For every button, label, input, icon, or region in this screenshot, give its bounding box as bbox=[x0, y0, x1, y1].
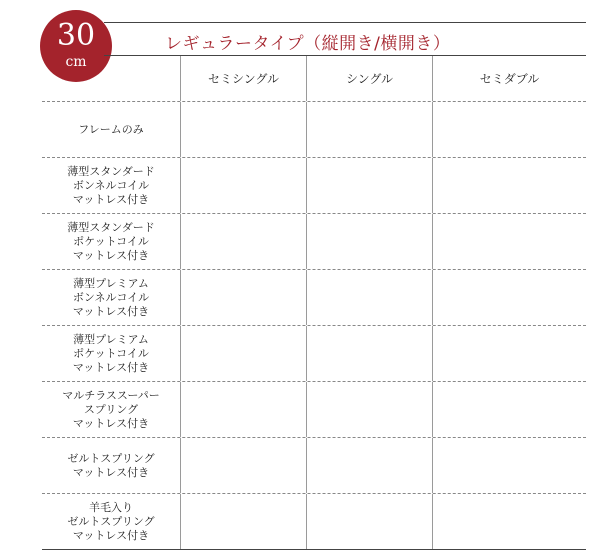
row-label: 薄型スタンダード ボンネルコイル マットレス付き bbox=[67, 164, 155, 206]
row-label: 羊毛入り ゼルトスプリング マットレス付き bbox=[67, 500, 155, 542]
table-cell bbox=[181, 270, 307, 325]
table-row bbox=[42, 214, 586, 270]
table-cell bbox=[433, 102, 586, 157]
table-cell bbox=[181, 438, 307, 493]
table-row bbox=[42, 438, 586, 494]
header-cell-single: シングル bbox=[307, 56, 433, 101]
badge-unit: cm bbox=[65, 54, 87, 70]
table-header-row bbox=[42, 56, 586, 102]
header-cell-semi-double: セミダブル bbox=[479, 72, 540, 86]
size-table bbox=[42, 56, 586, 550]
table-cell bbox=[307, 382, 433, 437]
row-label-cell bbox=[42, 214, 181, 269]
badge-number: 30 bbox=[56, 18, 96, 53]
table-row bbox=[42, 382, 586, 438]
row-label: ゼルトスプリング マットレス付き bbox=[67, 451, 155, 479]
top-divider bbox=[104, 22, 586, 23]
table-cell bbox=[307, 438, 433, 493]
table-cell bbox=[307, 494, 433, 549]
table-row bbox=[42, 494, 586, 550]
table-cell bbox=[433, 158, 586, 213]
row-label: 薄型スタンダード ポケットコイル マットレス付き bbox=[67, 220, 155, 262]
row-label-cell bbox=[42, 102, 181, 157]
table-cell bbox=[433, 270, 586, 325]
table-cell bbox=[181, 382, 307, 437]
row-label-cell bbox=[42, 438, 181, 493]
row-label: 薄型プレミアム ポケットコイル マットレス付き bbox=[72, 332, 150, 374]
table-cell bbox=[433, 438, 586, 493]
table-cell bbox=[433, 494, 586, 549]
header-cell-empty bbox=[42, 56, 181, 101]
table-row bbox=[42, 326, 586, 382]
table-cell bbox=[181, 102, 307, 157]
row-label: マルチラススーパー スプリング マットレス付き bbox=[62, 388, 160, 430]
table-cell bbox=[181, 158, 307, 213]
table-row bbox=[42, 102, 586, 158]
table-cell bbox=[433, 382, 586, 437]
table-cell bbox=[181, 214, 307, 269]
table-cell bbox=[307, 270, 433, 325]
row-label-cell bbox=[42, 158, 181, 213]
row-label-cell bbox=[42, 326, 181, 381]
row-label: 薄型プレミアム ボンネルコイル マットレス付き bbox=[72, 276, 150, 318]
page-title: レギュラータイプ（縦開き/横開き） bbox=[165, 34, 451, 54]
table-cell bbox=[307, 326, 433, 381]
row-label-cell bbox=[42, 494, 181, 549]
table-cell bbox=[433, 214, 586, 269]
table-cell bbox=[307, 102, 433, 157]
table-cell bbox=[433, 326, 586, 381]
table-cell bbox=[307, 158, 433, 213]
table-row bbox=[42, 270, 586, 326]
row-label: フレームのみ bbox=[78, 122, 144, 136]
table-cell bbox=[181, 326, 307, 381]
row-label-cell bbox=[42, 382, 181, 437]
table-cell bbox=[307, 214, 433, 269]
header-cell-semi-single: セミシングル bbox=[181, 56, 307, 101]
table-row bbox=[42, 158, 586, 214]
table-cell bbox=[181, 494, 307, 549]
row-label-cell bbox=[42, 270, 181, 325]
